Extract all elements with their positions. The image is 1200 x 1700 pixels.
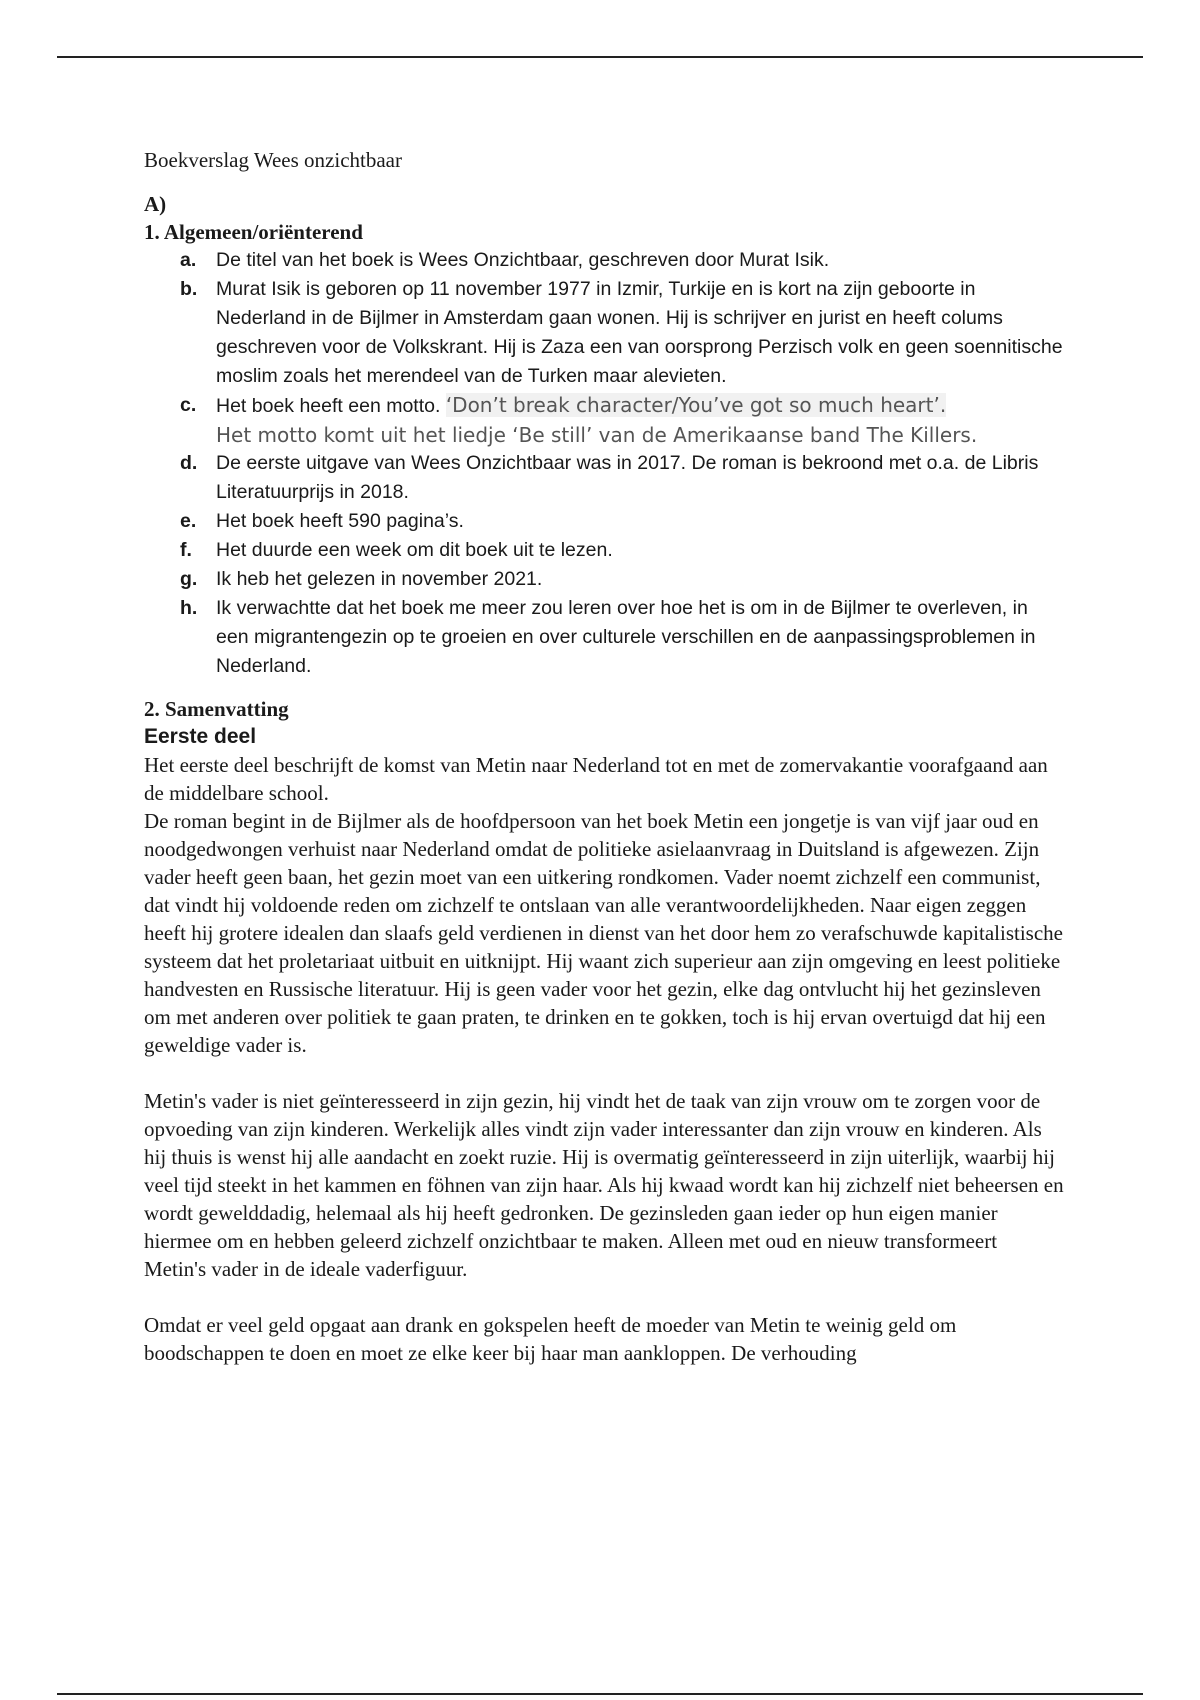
summary-text (144, 751, 1064, 1367)
list-item-text: Het boek heeft 590 pagina’s. (216, 510, 464, 532)
list-item-text: Het boek heeft een motto. (216, 395, 446, 417)
list-marker: f. (180, 539, 192, 561)
list-marker: h. (180, 597, 198, 619)
summary-paragraph: De roman begint in de Bijlmer als de hoofdpersoon van het boek Metin een jongetje is van vijf jaar oud en noodgedwongen verhuist naar Nederland omdat de politieke asielaanvraag in Duitsland is afgewezen. Zijn vader heeft geen baan, het gezin moet van een uitkering rondkomen. Vader noemt zichzelf een communist, dat vindt hij voldoende reden om zichzelf te ontslaan van alle verantwoordelijkheden. Naar eigen zeggen heeft hij grotere idealen dan slaafs geld verdienen in dienst van het door hem zo verafschuwde kapitalistische systeem dat het proletariaat uitbuit en uitknijpt. Hij waant zich superieur aan zijn omgeving en leest politieke handvesten en Russische literatuur. Hij is geen vader voor het gezin, elke dag ontvlucht hij het gezinsleven om met anderen over politiek te gaan praten, te drinken en te gokken, toch is hij ervan overtuigd dat hij een geweldige vader is. (144, 809, 1063, 1057)
list-item-text: Ik heb het gelezen in november 2021. (216, 568, 543, 590)
list-item-text: De eerste uitgave van Wees Onzichtbaar was in 2017. De roman is bekroond met o.a. de Libris Literatuurprijs in 2018. (216, 452, 1039, 503)
motto-quote: ‘Don’t break character/You’ve got so much heart’. (445, 393, 947, 417)
page-bottom-rule (57, 1693, 1143, 1695)
section-2-heading: 2. Samenvatting (144, 697, 289, 721)
list-item-f (144, 536, 1064, 565)
list-marker: b. (180, 278, 198, 300)
list-item-e (144, 507, 1064, 536)
section-1-heading: 1. Algemeen/oriënterend (144, 220, 363, 244)
part-label: A) (144, 192, 167, 216)
list-marker: a. (180, 249, 197, 271)
list-item-b (144, 275, 1064, 391)
list-item-a (144, 246, 1064, 275)
summary-paragraph: Metin's vader is niet geïnteresseerd in zijn gezin, hij vindt het de taak van zijn vrouw om te zorgen voor de opvoeding van zijn kinderen. Werkelijk alles vindt zijn vader interessanter dan zijn vrouw en kinderen. Als hij thuis is wenst hij alle aandacht en zoekt ruzie. Hij is overmatig geïnteresseerd in zijn uiterlijk, waarbij hij veel tijd steekt in het kammen en föhnen van zijn haar. Als hij kwaad wordt kan hij zichzelf niet beheersen en wordt gewelddadig, helemaal als hij heeft gedronken. De gezinsleden gaan ieder op hun eigen manier hiermee om en hebben geleerd zichzelf onzichtbaar te maken. Alleen met oud en nieuw transformeert Metin's vader in de ideale vaderfiguur. (144, 1089, 1064, 1281)
list-item-text: Ik verwachtte dat het boek me meer zou leren over hoe het is om in de Bijlmer te overleven, in een migrantengezin op te groeien en over culturele verschillen en de aanpassingsproblemen in Nederland. (216, 597, 1036, 677)
document-body (144, 146, 1064, 1367)
list-item-h (144, 594, 1064, 681)
list-item-c (144, 391, 1064, 449)
list-item-text: De titel van het boek is Wees Onzichtbaar, geschreven door Murat Isik. (216, 249, 830, 271)
list-item-text: Het duurde een week om dit boek uit te lezen. (216, 539, 613, 561)
summary-paragraph: Omdat er veel geld opgaat aan drank en gokspelen heeft de moeder van Metin te weinig geld om boodschappen te doen en moet ze elke keer bij haar man aankloppen. De verhouding (144, 1313, 957, 1365)
orientation-list (144, 246, 1064, 681)
list-item-g (144, 565, 1064, 594)
list-marker: e. (180, 510, 197, 532)
list-marker: d. (180, 452, 198, 474)
section-2-subheading: Eerste deel (144, 725, 257, 748)
page-top-rule (57, 56, 1143, 58)
summary-paragraph: Het eerste deel beschrijft de komst van Metin naar Nederland tot en met de zomervakantie voorafgaand aan de middelbare school. (144, 753, 1048, 805)
motto-source: Het motto komt uit het liedje ‘Be still’ van de Amerikaanse band The Killers. (216, 423, 978, 447)
list-marker: g. (180, 568, 198, 590)
document-title: Boekverslag Wees onzichtbaar (144, 148, 402, 172)
list-item-d (144, 449, 1064, 507)
list-marker: c. (180, 394, 197, 416)
list-item-text: Murat Isik is geboren op 11 november 1977 in Izmir, Turkije en is kort na zijn geboorte in Nederland in de Bijlmer in Amsterdam gaan wonen. Hij is schrijver en jurist en heeft colums geschreven voor de Volkskrant. Hij is Zaza een van oorsprong Perzisch volk en geen soennitische moslim zoals het merendeel van de Turken maar alevieten. (216, 278, 1063, 387)
